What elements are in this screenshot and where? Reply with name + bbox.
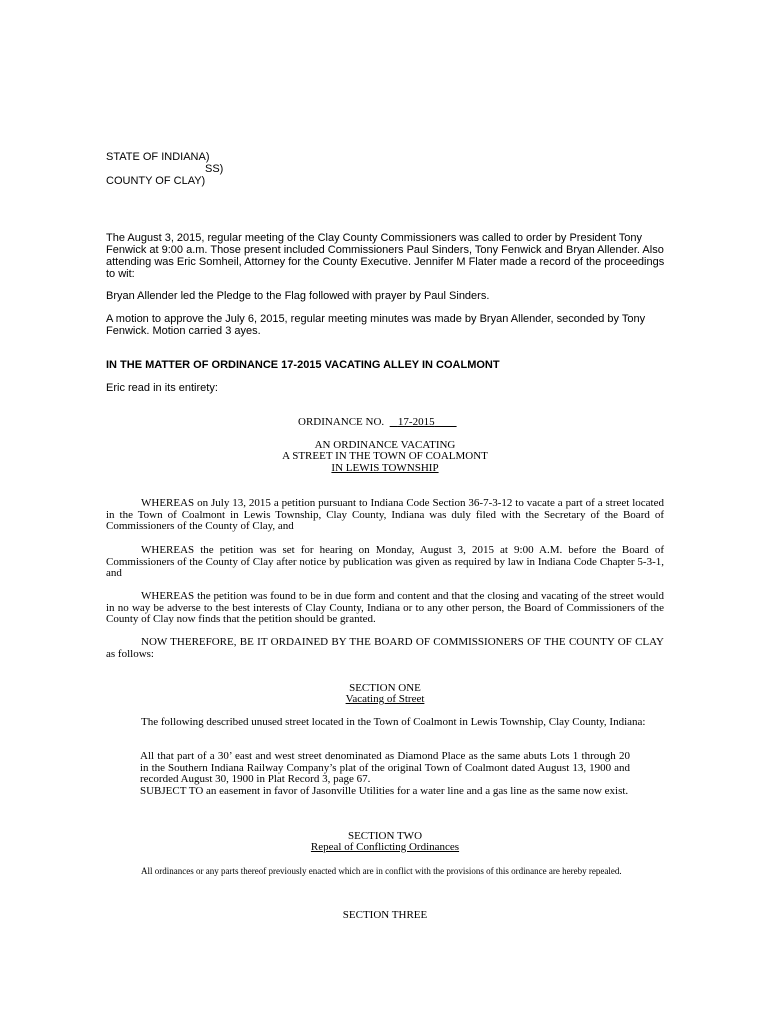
whereas-clause-1: WHEREAS on July 13, 2015 a petition pursuant to Indiana Code Section 36-7-3-12 to vacate a part of a street located in the Town of Coalmont in Lewis Township, Clay County, Indiana was duly filed with the Secretary of the Board of Commissioners of the County of Clay, and xyxy=(106,497,664,532)
ordinance-number-value: 17-2015 xyxy=(397,416,435,428)
easement-clause: SUBJECT TO an easement in favor of Jasonville Utilities for a water line and a gas line as the same now exist. xyxy=(140,785,629,797)
ss-line: SS) xyxy=(205,163,224,175)
section-one-text: The following described unused street located in the Town of Coalmont in Lewis Township, Clay County, Indiana: xyxy=(141,716,646,728)
section-two-subtitle: Repeal of Conflicting Ordinances xyxy=(310,841,460,853)
ordinance-title-line-2: A STREET IN THE TOWN OF COALMONT xyxy=(282,450,488,462)
read-entirety-line: Eric read in its entirety: xyxy=(106,382,218,394)
therefore-clause: NOW THEREFORE, BE IT ORDAINED BY THE BOARD OF COMMISSIONERS OF THE COUNTY OF CLAY as follows: xyxy=(106,636,664,660)
section-two-text: All ordinances or any parts thereof previously enacted which are in conflict with the provisions of this ordinance are hereby repealed. xyxy=(141,866,622,876)
ordinance-title-line-1: AN ORDINANCE VACATING xyxy=(314,439,456,451)
county-line: COUNTY OF CLAY) xyxy=(106,175,206,187)
state-line: STATE OF INDIANA) xyxy=(106,151,210,163)
ordinance-title-line-3: IN LEWIS TOWNSHIP xyxy=(331,462,439,474)
ordinance-number-label: ORDINANCE NO. xyxy=(298,416,385,428)
minutes-pledge-paragraph: Bryan Allender led the Pledge to the Flag followed with prayer by Paul Sinders. xyxy=(106,290,490,302)
section-three-title: SECTION THREE xyxy=(342,909,428,921)
section-two-title: SECTION TWO xyxy=(347,830,423,842)
whereas-clause-2: WHEREAS the petition was set for hearing on Monday, August 3, 2015 at 9:00 A.M. before the Board of Commissioners of the County of Clay after notice by publication was given as required by law in Indiana Code Chapter 5-3-1, and xyxy=(106,544,664,579)
section-one-subtitle: Vacating of Street xyxy=(345,693,425,705)
ordinance-number-line xyxy=(298,417,457,429)
section-one-title: SECTION ONE xyxy=(349,682,421,694)
matter-heading: IN THE MATTER OF ORDINANCE 17-2015 VACATING ALLEY IN COALMONT xyxy=(106,359,500,371)
whereas-clause-3: WHEREAS the petition was found to be in due form and content and that the closing and vacating of the street would in no way be adverse to the best interests of Clay County, Indiana or to any other person, the Board of Commissioners of the County of Clay now finds that the petition should be granted. xyxy=(106,590,664,625)
minutes-opening-paragraph: The August 3, 2015, regular meeting of the Clay County Commissioners was called to order by President Tony Fenwick at 9:00 a.m. Those present included Commissioners Paul Sinders, Tony Fenwick and Bryan Allender. Also attending was Eric Somheil, Attorney for the County Executive. Jennifer M Flater made a record of the proceedings to wit: xyxy=(106,232,665,280)
minutes-motion-paragraph: A motion to approve the July 6, 2015, regular meeting minutes was made by Bryan Allender, seconded by Tony Fenwick. Motion carried 3 ayes. xyxy=(106,313,646,337)
legal-description: All that part of a 30’ east and west street denominated as Diamond Place as the same abuts Lots 1 through 20 in the Southern Indiana Railway Company’s plat of the original Town of Coalmont dated August 13, 1900 and recorded August 30, 1900 in Plat Record 3, page 67. xyxy=(140,750,630,785)
